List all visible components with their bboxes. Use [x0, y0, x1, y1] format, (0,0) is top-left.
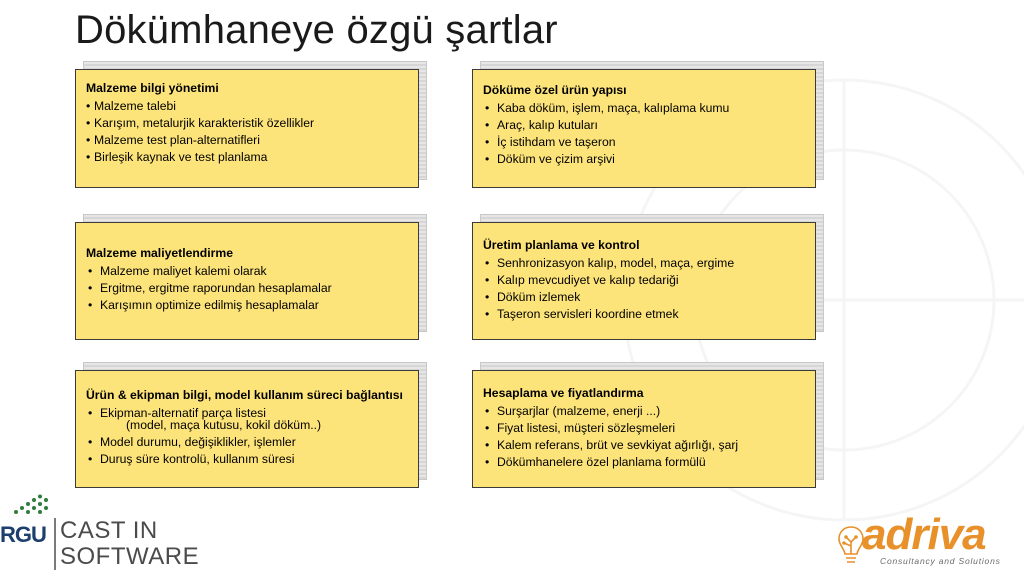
card-title: Malzeme maliyetlendirme	[86, 246, 233, 260]
rgu-cast-in-software-logo	[0, 488, 200, 576]
slide-title: Dökümhaneye özgü şartlar	[75, 8, 558, 52]
bullet-list	[483, 255, 805, 323]
list-item: • Model durumu, değişiklikler, işlemler	[86, 434, 408, 451]
card-production-planning	[472, 222, 816, 340]
card-body	[472, 222, 816, 340]
list-item: • Döküm ve çizim arşivi	[483, 151, 805, 168]
list-item: • Birleşik kaynak ve test planlama	[86, 149, 408, 166]
list-item: • Surşarjlar (malzeme, enerji ...)	[483, 403, 805, 420]
list-item: • Fiyat listesi, müşteri sözleşmeleri	[483, 420, 805, 437]
list-item: • Duruş süre kontrolü, kullanım süresi	[86, 451, 408, 468]
card-calculation-pricing	[472, 370, 816, 488]
adriva-logo	[836, 510, 1024, 576]
card-body	[472, 370, 816, 488]
card-body	[75, 370, 419, 488]
card-product-equipment-info	[75, 370, 419, 488]
list-item: • Araç, kalıp kutuları	[483, 117, 805, 134]
list-item: • Malzeme talebi	[86, 98, 408, 115]
card-casting-product-structure	[472, 69, 816, 188]
list-item: • Dökümhanelere özel planlama formülü	[483, 454, 805, 471]
bullet-list	[483, 100, 805, 168]
list-item: • Döküm izlemek	[483, 289, 805, 306]
adriva-wordmark: adriva	[862, 510, 986, 559]
list-item: • Kalıp mevcudiyet ve kalıp tedariği	[483, 272, 805, 289]
list-item: • Ergitme, ergitme raporundan hesaplamalar	[86, 280, 408, 297]
bullet-list	[86, 405, 408, 468]
list-item: • İç istihdam ve taşeron	[483, 134, 805, 151]
list-item	[86, 405, 408, 434]
card-title: Ürün & ekipman bilgi, model kullanım süreci bağlantısı	[86, 388, 403, 402]
card-body	[472, 69, 816, 188]
list-item-subline: (model, maça kutusu, kokil döküm..)	[126, 418, 322, 432]
logo-line-2: SOFTWARE	[60, 543, 200, 570]
adriva-tagline: Consultancy and Solutions	[880, 556, 1001, 566]
list-item: • Karışım, metalurjik karakteristik özellikler	[86, 115, 408, 132]
list-item: • Taşeron servisleri koordine etmek	[483, 306, 805, 323]
card-title: Üretim planlama ve kontrol	[483, 238, 640, 252]
card-title: Döküme özel ürün yapısı	[483, 83, 627, 97]
logo-divider	[54, 518, 56, 570]
bullet-list	[483, 403, 805, 471]
card-body	[75, 222, 419, 340]
card-material-info	[75, 69, 419, 188]
logo-dots-icon	[10, 494, 50, 516]
bullet-list	[86, 98, 408, 166]
list-item: • Malzeme maliyet kalemi olarak	[86, 263, 408, 280]
card-title: Malzeme bilgi yönetimi	[86, 81, 219, 95]
bullet-list	[86, 263, 408, 314]
list-item: • Malzeme test plan-alternatifleri	[86, 132, 408, 149]
list-item: • Kaba döküm, işlem, maça, kalıplama kumu	[483, 100, 805, 117]
list-item: • Senhronizasyon kalıp, model, maça, ergime	[483, 255, 805, 272]
list-item: • Kalem referans, brüt ve sevkiyat ağırlığı, şarj	[483, 437, 805, 454]
rgu-logo-mark: RGU	[0, 522, 46, 547]
logo-line-1: CAST IN	[60, 517, 158, 544]
card-material-costing	[75, 222, 419, 340]
card-body	[75, 69, 419, 188]
list-item: • Karışımın optimize edilmiş hesaplamalar	[86, 297, 408, 314]
list-item-text: Ekipman-alternatif parça listesi	[100, 406, 266, 420]
cast-in-software-text	[60, 518, 199, 570]
card-title: Hesaplama ve fiyatlandırma	[483, 386, 644, 400]
